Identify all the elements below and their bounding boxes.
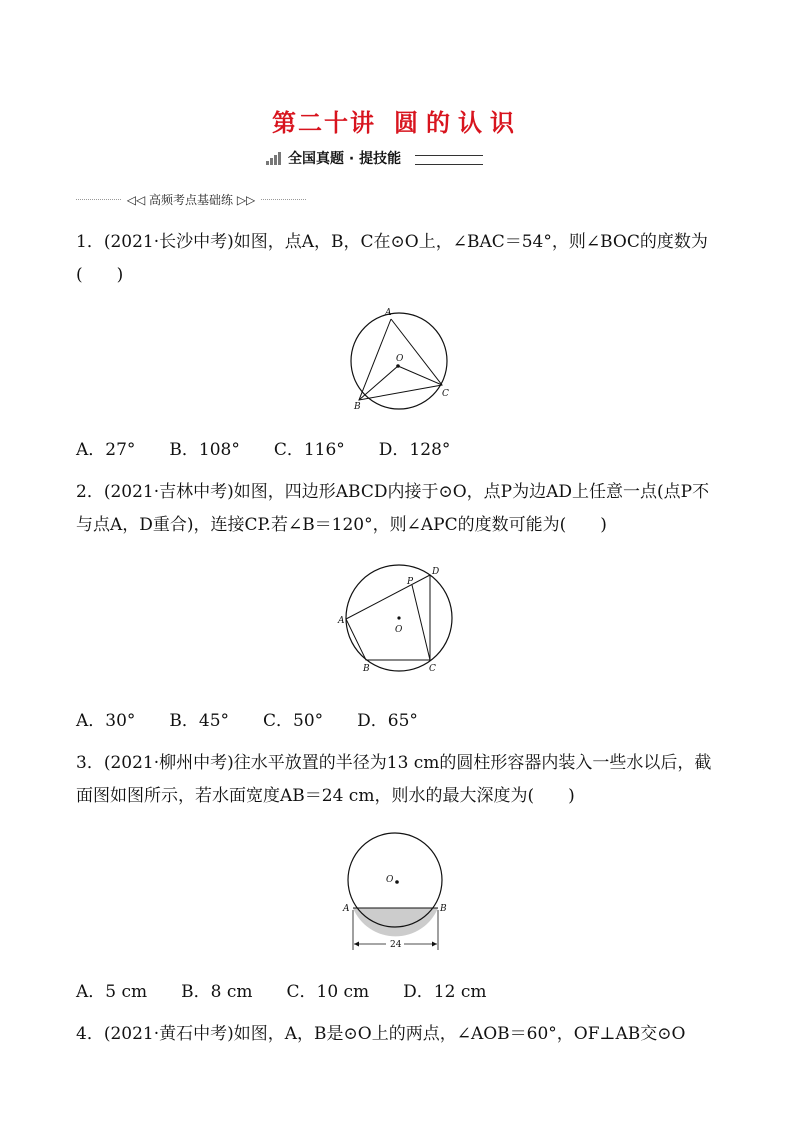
- question-2-options: A．30° B．45° C．50° D．65°: [76, 711, 418, 731]
- q2-center-dot: [397, 616, 400, 619]
- q2-segment-pc: [412, 585, 430, 660]
- title-topic: 圆的认识: [394, 109, 522, 137]
- section-dotted-line-left: [76, 199, 121, 200]
- question-3-text: 3．(2021·柳州中考)往水平放置的半径为13 cm的圆柱形容器内装入一些水以后，截面图如图所示，若水面宽度AB＝24 cm，则水的最大深度为( ): [76, 753, 712, 806]
- q2-label-o: O: [395, 625, 403, 635]
- q2-label-d: D: [432, 567, 440, 577]
- q1-central-angle: [359, 366, 442, 400]
- q3-arrow-left-icon: [354, 942, 359, 947]
- q2-label-a: A: [338, 616, 345, 626]
- section-dotted-line-right: [261, 199, 306, 200]
- q1-label-c: C: [442, 389, 449, 399]
- q2-label-b: B: [363, 664, 370, 674]
- q1-label-o: O: [396, 354, 404, 364]
- question-3-figure: [340, 832, 460, 962]
- question-4-text: 4．(2021·黄石中考)如图，A，B是⊙O上的两点，∠AOB＝60°，OF⊥AB交⊙O: [76, 1024, 686, 1044]
- question-1-figure: [340, 305, 460, 415]
- signal-bars-icon: [266, 151, 282, 165]
- question-2-text: 2．(2021·吉林中考)如图，四边形ABCD内接于⊙O，点P为边AD上任意一点(点P不与点A，D重合)，连接CP.若∠B＝120°，则∠APC的度数可能为( ): [76, 482, 710, 535]
- q2-label-c: C: [429, 664, 436, 674]
- q3-center-dot: [395, 880, 399, 884]
- q3-water-region: [353, 908, 438, 936]
- q2-label-p: P: [407, 577, 414, 587]
- question-1-text: 1．(2021·长沙中考)如图，点A，B，C在⊙O上，∠BAC＝54°，则∠BOC的度数为( ): [76, 232, 708, 285]
- q3-label-a: A: [343, 904, 350, 914]
- question-2-figure: [335, 563, 460, 678]
- question-3-options: A．5 cm B．8 cm C．10 cm D．12 cm: [76, 982, 487, 1002]
- q3-label-b: B: [440, 904, 447, 914]
- q1-label-a: A: [385, 308, 392, 318]
- q3-label-o: O: [386, 875, 394, 885]
- title-lecture: 第二十讲: [272, 109, 376, 137]
- section-title: ◁◁ 高频考点基础练 ▷▷: [126, 192, 256, 207]
- question-1-options: A．27° B．108° C．116° D．128°: [76, 440, 451, 460]
- double-line-decoration: [415, 155, 483, 165]
- q1-center-dot: [396, 364, 400, 368]
- q3-arrow-right-icon: [432, 942, 437, 947]
- q1-label-b: B: [354, 402, 361, 412]
- q3-dimension-label: 24: [390, 940, 402, 950]
- subtitle: [266, 148, 483, 168]
- subtitle-text: 全国真题 · 提技能: [288, 151, 402, 167]
- q2-quadrilateral: [346, 575, 430, 660]
- page-title: [0, 103, 794, 138]
- section-header: [76, 190, 306, 208]
